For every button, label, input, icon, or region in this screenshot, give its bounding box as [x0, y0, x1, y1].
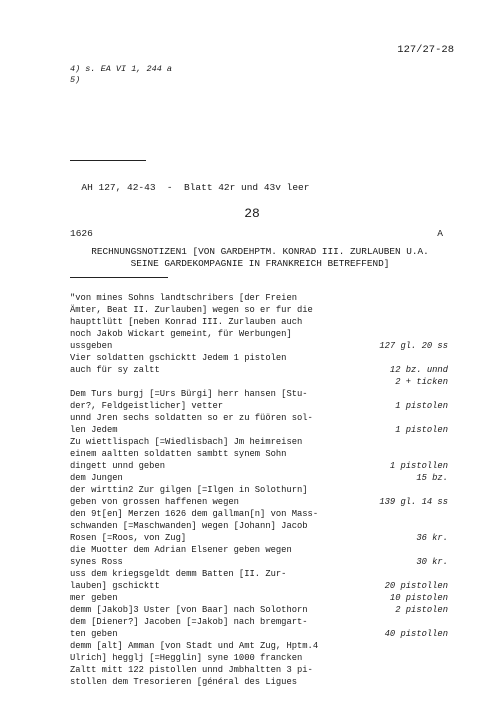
ledger-row — [70, 460, 448, 472]
ledger-text: die Muotter dem Adrian Elsener geben wegen — [70, 545, 292, 555]
ledger-amount — [444, 676, 448, 688]
ledger-text: "von mines Sohns landtschribers [der Freien — [70, 293, 297, 303]
ledger-row — [70, 316, 448, 328]
ledger-amount — [444, 328, 448, 340]
ledger-amount: 127 gl. 20 ss — [379, 341, 448, 351]
document-year: 1626 — [70, 228, 93, 239]
ledger-amount — [444, 412, 448, 424]
document-letter: A — [437, 228, 443, 239]
ledger-row — [70, 496, 448, 508]
ledger-amount — [444, 352, 448, 364]
footnote-divider — [70, 160, 146, 161]
ledger-amount — [444, 520, 448, 532]
ledger-row — [70, 328, 448, 340]
document-number: 28 — [244, 206, 260, 221]
ledger-text: haupttlütt [neben Konrad III. Zurlauben auch — [70, 317, 303, 327]
ledger-row — [70, 676, 448, 688]
ledger-text: einem aaltten soldatten sambtt synem Sohn — [70, 449, 287, 459]
ledger-text: Rosen [=Roos, von Zug] — [70, 533, 187, 543]
ledger-text: stollen dem Tresorieren [général des Ligues — [70, 677, 297, 687]
ledger-amount — [444, 292, 448, 304]
ledger-text: Ulrich] hegglj [=Hegglin] syne 1000 francken — [70, 653, 303, 663]
ledger-row — [70, 544, 448, 556]
ledger-amount: 20 pistollen — [384, 581, 448, 591]
heading-line-1: RECHNUNGSNOTIZEN1 [VON GARDEHPTM. KONRAD III. ZURLAUBEN U.A. — [91, 246, 429, 257]
ledger-amount: 30 kr. — [416, 557, 448, 567]
ledger-text: Zaltt mitt 122 pistollen unnd Jmbhaltten 3 pi- — [70, 665, 313, 675]
ledger-row — [70, 556, 448, 568]
ledger-text: ten geben — [70, 629, 118, 639]
ledger-row — [70, 292, 448, 304]
ledger-amount — [444, 436, 448, 448]
ledger-text: schwanden [=Maschwanden] wegen [Johann] Jacob — [70, 521, 308, 531]
ledger-text: len Jedem — [70, 425, 118, 435]
footnote-4: 4) s. EA VI 1, 244 a — [70, 64, 173, 74]
ledger-amount — [444, 316, 448, 328]
ledger-amount: 1 pistolen — [395, 401, 448, 411]
ledger-amount — [444, 616, 448, 628]
ledger-amount — [444, 508, 448, 520]
ledger-row — [70, 592, 448, 604]
ledger-entries — [70, 292, 448, 688]
ledger-text: dingett unnd geben — [70, 461, 166, 471]
ledger-row — [70, 532, 448, 544]
ledger-text: unnd Jren sechs soldatten so er zu füören sol- — [70, 413, 313, 423]
ledger-amount: 40 pistollen — [384, 629, 448, 639]
ledger-amount: 139 gl. 14 ss — [379, 497, 448, 507]
ledger-row — [70, 508, 448, 520]
ledger-text: synes Ross — [70, 557, 123, 567]
ledger-row — [70, 400, 448, 412]
page-reference: 127/27-28 — [397, 44, 454, 56]
ledger-text: demm [alt] Amman [von Stadt und Amt Zug, Hptm.4 — [70, 641, 319, 651]
ledger-text: der wirttin2 Zur gilgen [=Ilgen in Solothurn] — [70, 485, 308, 495]
ledger-amount — [444, 640, 448, 652]
ledger-text: ussgeben — [70, 341, 113, 351]
ledger-amount: 1 pistolen — [395, 425, 448, 435]
ledger-row — [70, 484, 448, 496]
ledger-amount — [444, 448, 448, 460]
ledger-row — [70, 388, 448, 400]
ledger-amount: 1 pistollen — [389, 461, 448, 471]
ledger-row — [70, 616, 448, 628]
ledger-row — [70, 604, 448, 616]
ledger-text: noch Jakob Wickart gemeint, für Werbungen] — [70, 329, 292, 339]
ledger-amount: 15 bz. — [416, 473, 448, 483]
ledger-row — [70, 640, 448, 652]
ledger-text: Ämter, Beat II. Zurlauben] wegen so er fur die — [70, 305, 313, 315]
ledger-text: Vier soldatten gschicktt Jedem 1 pistolen — [70, 353, 287, 363]
ledger-amount: 2 + ticken — [395, 377, 448, 387]
heading-line-2: SEINE GARDEKOMPAGNIE IN FRANKREICH BETREFFEND] — [130, 258, 390, 269]
ledger-amount — [444, 388, 448, 400]
ledger-text: der?, Feldgeistlicher] vetter — [70, 401, 224, 411]
ledger-amount: 36 kr. — [416, 533, 448, 543]
ledger-row — [70, 412, 448, 424]
ledger-amount — [444, 304, 448, 316]
ledger-row — [70, 424, 448, 436]
ledger-row — [70, 364, 448, 376]
ledger-amount — [444, 544, 448, 556]
ledger-row — [70, 376, 448, 388]
ledger-amount — [444, 568, 448, 580]
ledger-row — [70, 628, 448, 640]
ledger-text: dem [Diener?] Jacoben [=Jakob] nach bremgart- — [70, 617, 308, 627]
ledger-text: Dem Turs burgj [=Urs Bürgi] herr hansen [Stu- — [70, 389, 308, 399]
ledger-text: Zu wiettlispach [=Wiedlisbach] Jm heimreisen — [70, 437, 303, 447]
ledger-row — [70, 568, 448, 580]
source-line-text: AH 127, 42-43 - Blatt 42r und 43v leer — [81, 182, 310, 193]
ledger-row — [70, 580, 448, 592]
ledger-text: lauben] gschicktt — [70, 581, 160, 591]
footnote-5: 5) — [70, 75, 81, 85]
ledger-text: dem Jungen — [70, 473, 123, 483]
ledger-row — [70, 664, 448, 676]
ledger-row — [70, 652, 448, 664]
ledger-text: mer geben — [70, 593, 118, 603]
ledger-row — [70, 520, 448, 532]
ledger-amount: 12 bz. unnd — [389, 365, 448, 375]
ledger-text: auch für sy zaltt — [70, 365, 160, 375]
ledger-amount: 10 pistolen — [389, 593, 448, 603]
ledger-row — [70, 436, 448, 448]
ledger-text: geben von grossen haffenen wegen — [70, 497, 239, 507]
ledger-row — [70, 340, 448, 352]
document-heading — [70, 246, 450, 270]
ledger-amount — [444, 652, 448, 664]
source-line — [70, 171, 309, 193]
ledger-row — [70, 472, 448, 484]
ledger-row — [70, 352, 448, 364]
ledger-row — [70, 448, 448, 460]
ledger-text: uss dem kriegsgeldt demm Batten [II. Zur- — [70, 569, 287, 579]
ledger-row — [70, 304, 448, 316]
heading-divider — [70, 277, 168, 278]
ledger-amount: 2 pistolen — [395, 605, 448, 615]
ledger-text: den 9t[en] Merzen 1626 dem gallman[n] von Mass- — [70, 509, 319, 519]
ledger-amount — [444, 484, 448, 496]
ledger-text: demm [Jakob]3 Uster [von Baar] nach Solothorn — [70, 605, 308, 615]
ledger-amount — [444, 664, 448, 676]
